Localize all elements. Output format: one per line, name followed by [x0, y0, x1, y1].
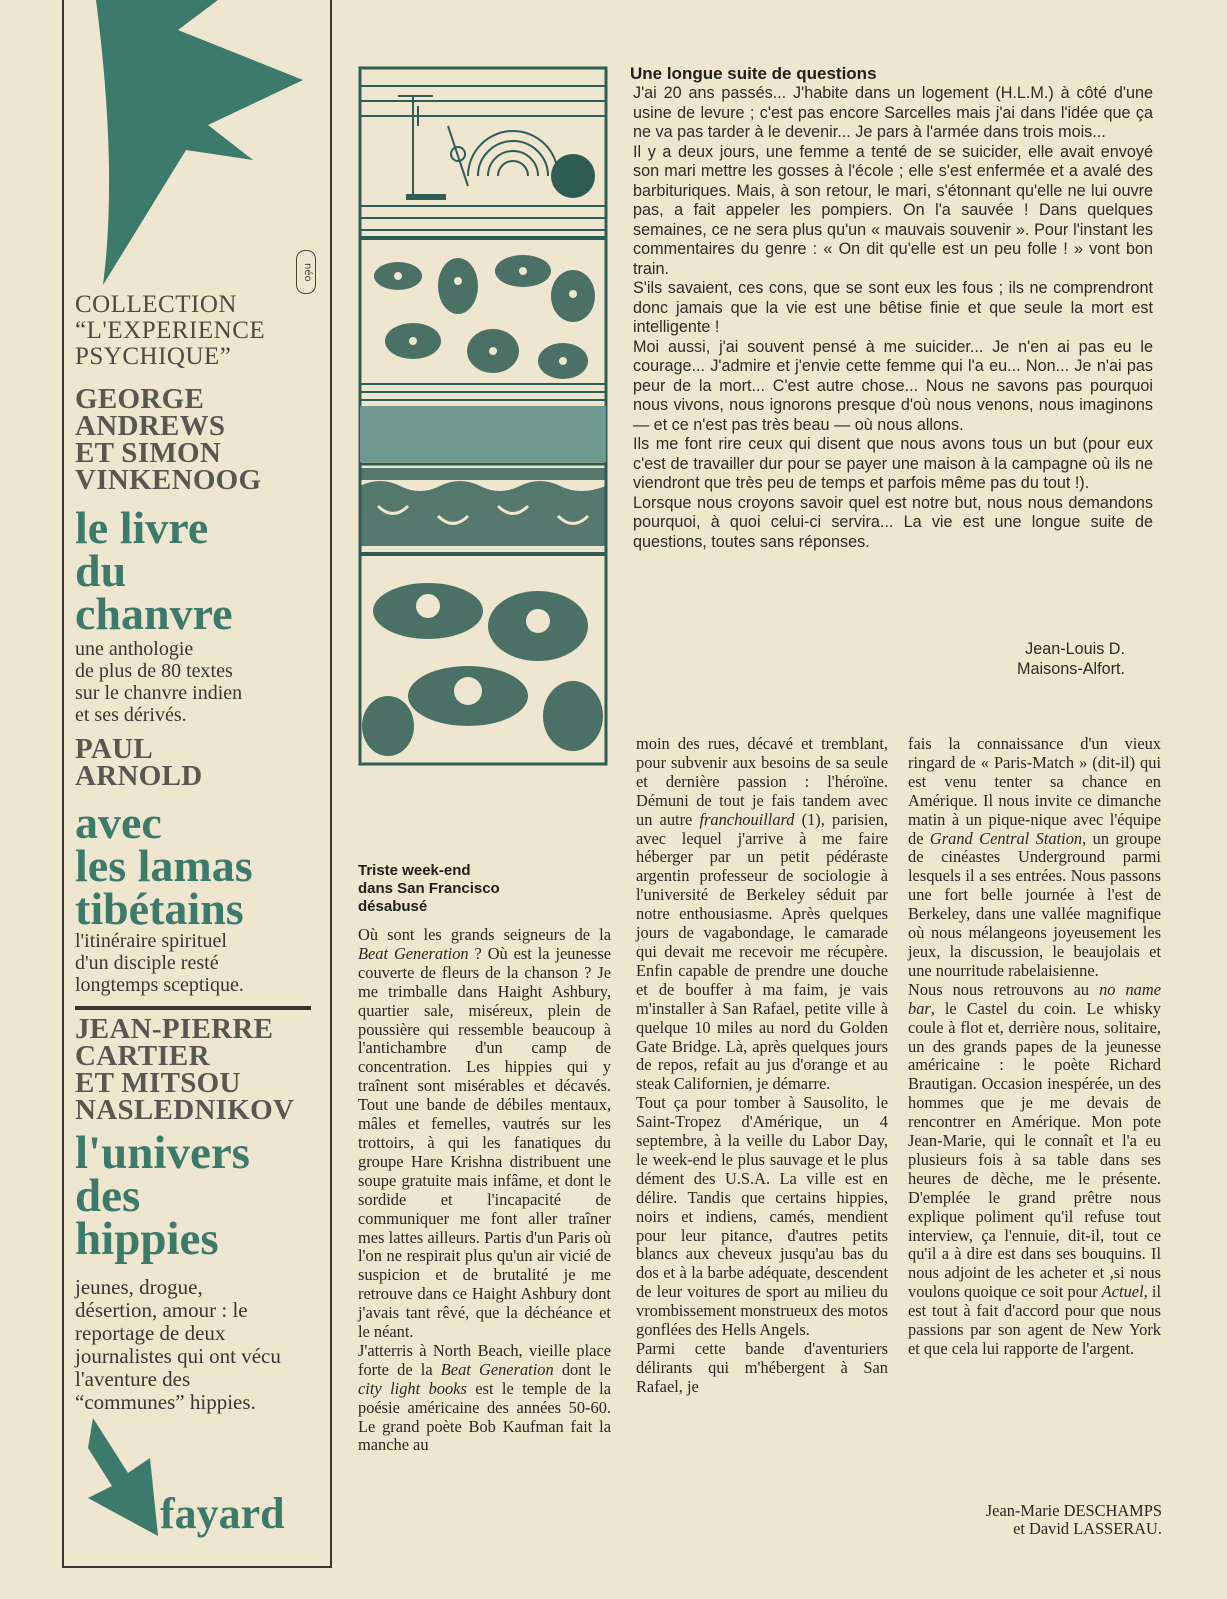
- article-paragraph: moin des rues, décavé et tremblant, pour subvenir aux besoins de sa seule et dernière passion : l'héroïne. Démuni de tout je fais tandem avec un autre franchouillard (1), parisien, avec lequel j'arrive à me faire héberger par un petit pédéraste argentin professeur de sociologie à l'université de Berkeley séduit par notre enthousiasme. Après quelques jours de vagabondage, le camarade qui devait me recevoir me récupère. Enfin capable de prendre une douche et de bouffer à ma faim, je vais m'installer à San Rafael, petite ville à quelque 10 miles au nord du Golden Gate Bridge. Là, après quelques jours de repos, refait au jus d'orange et au steak Californien, je démarre.: [636, 734, 888, 1094]
- letter-paragraph: Moi aussi, j'ai souvent pensé à me suicider... Je n'en ai pas eu le courage... J'admire et j'envie cette femme qui l'a eu... Non... Je n'ai pas peur de la mort... C'est autre chose... Nous ne savons pas pourquoi nous vivons, nous ignorons presque d'où nous venons, nous imaginons — et ce n'est pas très beau — où nous allons.: [633, 337, 1153, 434]
- article-paragraph: fais la connaissance d'un vieux ringard de « Paris-Match » (dit-il) qui est venu tenter sa chance en Amérique. Il nous invite ce dimanche matin à un pique-nique avec l'équipe de Grand Central Station, un groupe de cinéastes Underground parmi lesquels il a ses entrées. Nous passons une fort belle journée à l'est de Berkeley, dans une vallée magnifique où nous mélangeons joyeusement les jeux, la discussion, le beaujolais et une nourritude rabelaisienne.: [908, 734, 1161, 980]
- book2-description: l'itinéraire spirituel d'un disciple resté longtemps sceptique.: [75, 930, 244, 996]
- book3-description: jeunes, drogue, désertion, amour : le reportage de deux journalistes qui ont vécu l'aventure des “communes” hippies.: [75, 1275, 281, 1414]
- book2-authors: PAUL ARNOLD: [75, 733, 203, 792]
- book3-authors: JEAN-PIERRE CARTIER ET MITSOU NASLEDNIKOV: [75, 1013, 295, 1126]
- letter-body: [633, 84, 1153, 552]
- book2-title: avec les lamas tibétains: [75, 797, 253, 934]
- letter-paragraph: S'ils savaient, ces cons, que se sont eux les fous ; ils ne comprendront donc jamais que la vie est une bêtise finie et que seule la mort est intelligente !: [633, 279, 1153, 336]
- illustration: [358, 66, 608, 766]
- book1-authors: GEORGE ANDREWS ET SIMON VINKENOOG: [75, 383, 262, 496]
- article-signature: Jean-Marie DESCHAMPS et David LASSERAU.: [985, 1501, 1162, 1538]
- article-column-1: [358, 926, 611, 1455]
- article-paragraph: J'atterris à North Beach, vieille place forte de la Beat Generation dont le city light books est le temple de la poésie américaine des années 50-60. Le grand poète Bob Kaufman fait la manche au: [358, 1340, 611, 1455]
- publisher-name: fayard: [160, 1489, 285, 1538]
- article-title: Triste week-end dans San Francisco désabusé: [358, 862, 500, 915]
- letter-signature: Jean-Louis D. Maisons-Alfort.: [1017, 640, 1125, 678]
- arrow-graphic: [78, 0, 308, 290]
- book1-title: le livre du chanvre: [75, 502, 233, 639]
- article-paragraph: Nous nous retrouvons au no name bar, le Castel du coin. Le whisky coule à flot et, derrière nous, solitaire, un des grands papes de la jeunesse américaine : le poète Richard Brautigan. Occasion inespérée, un des hommes que je me devais de rencontrer en Amérique. Mon pote Jean-Marie, qui le connaît et l'a eu plusieurs fois à sa table dans ses heures de dèche, me le présente. D'emplée le grand prêtre nous explique poliment qu'il refuse tout interview, ça l'ennuie, dit-il, tout ce qu'il a à dire est dans ses bouquins. Il nous adjoint de les acheter et ,si nous voulons quoique ce soit pour Actuel, il est tout à fait d'accord pour que nous passions par son agent de New York et que cela lui rapporte de l'argent.: [908, 979, 1161, 1358]
- letter-title: Une longue suite de questions: [630, 64, 877, 83]
- letter-paragraph: Lorsque nous croyons savoir quel est notre but, nous nous demandons pourquoi, à quoi celui-ci servira... La vie est une longue suite de questions, toutes sans réponses.: [633, 493, 1153, 551]
- article-column-3: [908, 735, 1161, 1359]
- article-paragraph: Parmi cette bande d'aventuriers délirants qui m'hébergent à San Rafael, je: [636, 1339, 888, 1396]
- divider-rule: [75, 1006, 311, 1010]
- letter-paragraph: J'ai 20 ans passés... J'habite dans un logement (H.L.M.) à côté d'une usine de levure ; c'est pas encore Sarcelles mais j'ai dans l'idée que ça ne va pas tarder à le devenir... Je pars à l'armée dans trois mois...: [633, 84, 1153, 141]
- book3-title: l'univers des hippies: [75, 1127, 250, 1265]
- publisher-logo: néo: [296, 250, 316, 294]
- letter-paragraph: Il y a deux jours, une femme a tenté de se suicider, elle avait envoyé son mari mettre les gosses à l'école ; elle s'est enfermée et a avalé des barbituriques. Mais, à son retour, le mari, s'étonnant qu'elle ne lui ouvre pas, a fait appeler les pompiers. On l'a sauvée ! Dans quelques semaines, ce ne sera plus qu'un « mauvais souvenir ». Pour l'instant les commentaires du genre : « On dit qu'elle est un peu folle ! » vont bon train.: [633, 142, 1153, 278]
- article-column-2: [636, 735, 888, 1397]
- article-paragraph: Où sont les grands seigneurs de la Beat Generation ? Où est la jeunesse couverte de fleurs de la chanson ? Je me trimballe dans Haight Ashbury, quartier sale, miséreux, plein de poussière qui ressemble beaucoup à l'antichambre d'un camp de concentration. Les hippies qui y traînent sont misérables et décavés. Tout une bande de débiles mentaux, mâles et femelles, vautrés sur les trottoirs, à qui les fanatiques du groupe Hare Krishna distribuent une soupe gratuite mais infâme, et dont le sordide et l'incapacité de communiquer me font aller traîner mes lattes ailleurs. Partis d'un Paris où l'on ne respirait plus qu'un air vicié de suspicion et de brutalité je me retrouve dans ce Haight Ashbury dont j'avais tant rêvé, que la déchéance et le néant.: [358, 925, 612, 1342]
- letter-paragraph: Ils me font rire ceux qui disent que nous avons tous un but (pour eux c'est de travailler dur pour se payer une maison à la campagne où ils ne viendront que très peu de temps et parfois même pas du tout !).: [633, 435, 1153, 492]
- article-paragraph: Tout ça pour tomber à Sausolito, le Saint-Tropez d'Amérique, un 4 septembre, à la veille du Labor Day, le week-end le plus sauvage et le plus dément des U.S.A. La ville est en délire. Tandis que certains hippies, noirs et indiens, camés, mendient pour leur pitance, d'autres petits blancs aux cheveux jusqu'au bas du dos et à la barbe adéquate, descendent de leur voitures de sport au milieu du vrombissement monstrueux des motos gonflées des Hells Angels.: [636, 1093, 888, 1340]
- arrow-down-icon: [88, 1418, 168, 1538]
- book1-description: une anthologie de plus de 80 textes sur le chanvre indien et ses dérivés.: [75, 638, 243, 726]
- collection-name: COLLECTION “L'EXPERIENCE PSYCHIQUE”: [75, 291, 266, 370]
